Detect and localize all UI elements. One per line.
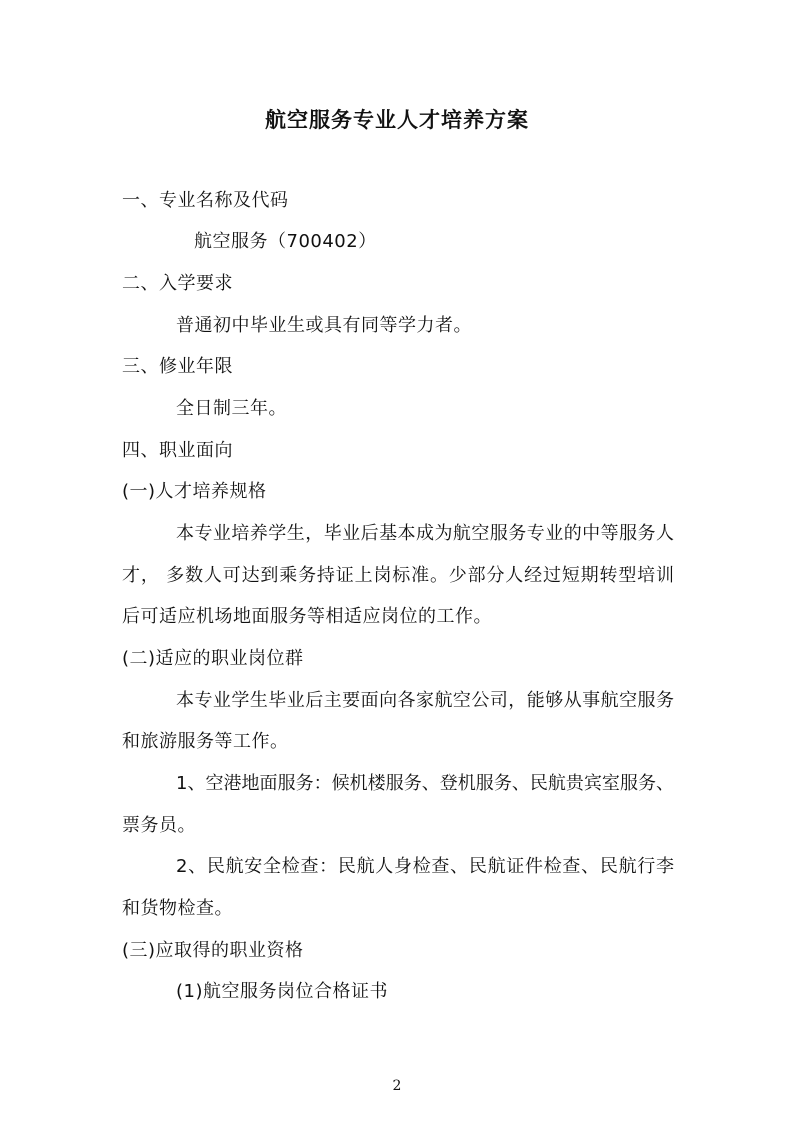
page-title: 航空服务专业人才培养方案 xyxy=(265,108,529,132)
section-heading-1: 一、专业名称及代码 xyxy=(122,190,289,211)
list-item-line: 票务员。 xyxy=(122,815,196,836)
paragraph-line: 后可适应机场地面服务等相适应岗位的工作。 xyxy=(122,606,492,627)
list-item-line: 1、空港地面服务：候机楼服务、登机服务、民航贵宾室服务、 xyxy=(176,773,674,794)
paragraph-line: 才， 多数人可达到乘务持证上岗标准。少部分人经过短期转型培训 xyxy=(122,565,674,586)
section-body-2: 普通初中毕业生或具有同等学力者。 xyxy=(176,315,472,336)
subsection-heading-3: (三)应取得的职业资格 xyxy=(122,940,304,961)
subsection-heading-2: (二)适应的职业岗位群 xyxy=(122,648,304,669)
section-heading-4: 四、职业面向 xyxy=(122,440,233,461)
section-body-3: 全日制三年。 xyxy=(176,398,287,419)
paragraph-line: 和旅游服务等工作。 xyxy=(122,731,289,752)
certificate-item: (1)航空服务岗位合格证书 xyxy=(176,981,388,1002)
paragraph-line: 本专业学生毕业后主要面向各家航空公司，能够从事航空服务 xyxy=(176,690,674,711)
subsection-heading-1: (一)人才培养规格 xyxy=(122,481,267,502)
list-item-line: 2、民航安全检查：民航人身检查、民航证件检查、民航行李 xyxy=(176,856,674,877)
page-number: 2 xyxy=(392,1078,402,1094)
paragraph-line: 本专业培养学生，毕业后基本成为航空服务专业的中等服务人 xyxy=(176,523,674,544)
section-heading-3: 三、修业年限 xyxy=(122,356,233,377)
list-item-line: 和货物检查。 xyxy=(122,898,233,919)
section-heading-2: 二、入学要求 xyxy=(122,273,233,294)
section-body-1: 航空服务（700402） xyxy=(194,231,377,252)
